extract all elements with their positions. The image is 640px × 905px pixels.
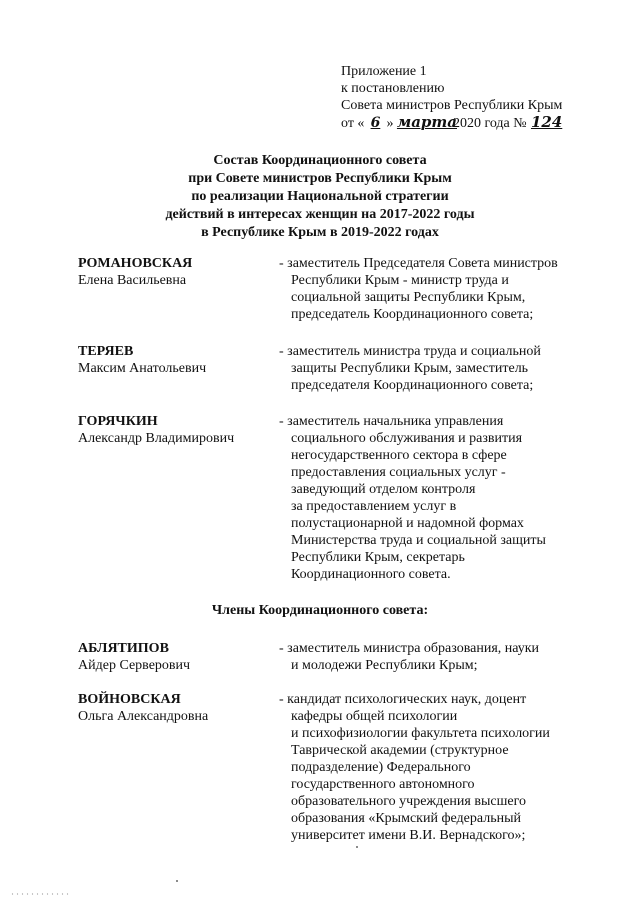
role-line: заведующий отделом контроля: [291, 482, 476, 497]
role-line: образования «Крымский федеральный: [291, 811, 521, 826]
role-line: председатель Координационного совета;: [291, 307, 534, 322]
date-suffix: 2020 года №: [452, 116, 527, 131]
role-line: Республики Крым - министр труда и: [291, 273, 509, 288]
role-line: подразделение) Федерального: [291, 760, 471, 775]
role-line: кафедры общей психологии: [291, 709, 458, 724]
role-line: негосударственного сектора в сфере: [291, 448, 507, 463]
person-name: [78, 691, 278, 725]
person-surname: РОМАНОВСКАЯ: [78, 256, 193, 271]
doc-number-handwritten: 124: [530, 113, 563, 131]
role-line: и молодежи Республики Крым;: [291, 658, 478, 673]
role-line: Таврической академии (структурное: [291, 743, 509, 758]
person-role: [279, 691, 591, 844]
person-given-name: Елена Васильевна: [78, 273, 187, 288]
issuer-name: Совета министров Республики Крым: [341, 98, 563, 113]
title-line: действий в интересах женщин на 2017-2022 годы: [165, 207, 475, 222]
appendix-label: Приложение 1: [341, 64, 427, 79]
person-surname: АБЛЯТИПОВ: [78, 641, 169, 656]
role-line: Министерства труда и социальной защиты: [291, 533, 546, 548]
person-surname: ВОЙНОВСКАЯ: [78, 692, 181, 707]
role-line: за предоставлением услуг в: [291, 499, 457, 514]
role-line: Республики Крым, секретарь: [291, 550, 465, 565]
role-line: государственного автономного: [291, 777, 475, 792]
appendix-header: [341, 63, 631, 132]
title-line: Состав Координационного совета: [213, 153, 427, 168]
resolution-date-line: [341, 114, 631, 132]
title-line: при Совете министров Республики Крым: [188, 171, 452, 186]
role-line: Координационного совета.: [291, 567, 451, 582]
role-line: - заместитель министра образования, науки: [279, 641, 540, 656]
person-name: [78, 343, 278, 377]
role-line: предоставления социальных услуг -: [291, 465, 506, 480]
person-given-name: Максим Анатольевич: [78, 361, 207, 376]
role-line: - кандидат психологических наук, доцент: [279, 692, 527, 707]
role-line: университет имени В.И. Вернадского»;: [291, 828, 526, 843]
person-name: [78, 640, 278, 674]
role-line: - заместитель Председателя Совета министров: [279, 256, 558, 271]
person-role: [279, 343, 591, 394]
role-line: и психофизиологии факультета психологии: [291, 726, 550, 741]
title-line: по реализации Национальной стратегии: [191, 189, 449, 204]
person-role: [279, 255, 591, 323]
scan-speck: [356, 846, 358, 848]
date-prefix: от «: [341, 116, 365, 131]
role-line: социального обслуживания и развития: [291, 431, 523, 446]
person-surname: ТЕРЯЕВ: [78, 344, 134, 359]
person-given-name: Александр Владимирович: [78, 431, 235, 446]
resolution-ref: к постановлению: [341, 81, 445, 96]
person-role: [279, 413, 591, 583]
scan-speck: [176, 880, 178, 882]
role-line: социальной защиты Республики Крым,: [291, 290, 526, 305]
date-sep: »: [386, 116, 394, 131]
members-heading: Члены Координационного совета:: [211, 603, 429, 618]
document-title: [0, 152, 640, 242]
person-surname: ГОРЯЧКИН: [78, 414, 158, 429]
person-role: [279, 640, 591, 674]
title-line: в Республике Крым в 2019-2022 годах: [201, 225, 439, 240]
person-given-name: Ольга Александровна: [78, 709, 209, 724]
person-name: [78, 413, 278, 447]
person-name: [78, 255, 278, 289]
role-line: полустационарной и надомной формах: [291, 516, 524, 531]
person-given-name: Айдер Серверович: [78, 658, 191, 673]
scan-noise: [10, 893, 70, 895]
date-day-handwritten: 6: [370, 115, 381, 131]
date-month-handwritten: марта: [396, 113, 457, 131]
role-line: - заместитель министра труда и социальной: [279, 344, 541, 359]
role-line: председателя Координационного совета;: [291, 378, 534, 393]
role-line: образовательного учреждения высшего: [291, 794, 526, 809]
role-line: защиты Республики Крым, заместитель: [291, 361, 529, 376]
role-line: - заместитель начальника управления: [279, 414, 504, 429]
